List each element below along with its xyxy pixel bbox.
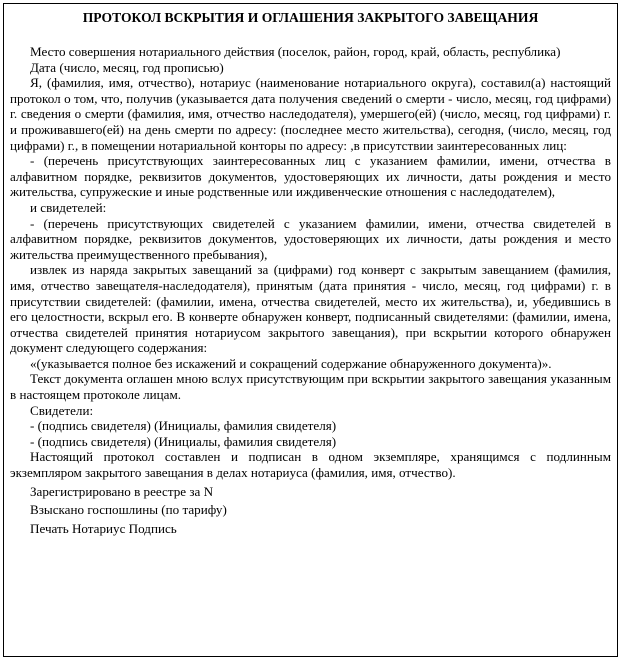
witness-signature-line: - (подпись свидетеля) (Инициалы, фамилия свидетеля): [30, 418, 337, 434]
witnesses-intro-paragraph: и свидетелей:: [30, 199, 107, 215]
seal-signature-line: Печать Нотариус Подпись: [30, 520, 177, 536]
witnesses-list-paragraph: - (перечень присутствующих свидетелей с указанием фамилии, имени, отчества свидетелей в алфавитном порядке, реквизитов документов, удостоверяющих их личности, даты рождения и место жительства преимущественного пребывания),: [10, 215, 611, 262]
envelope-opening-paragraph: извлек из наряда закрытых завещаний за (цифрами) год конверт с закрытым завещанием (фамилия, имя, отчество завещателя-наследодателя), принятым (дата принятия - число, месяц, год цифрами) г. в присутствии свидетелей: (фамилии, имена, отчества свидетелей, место их жительства), и, убедившись в его целостности, вскрыл его. В конверте обнаружен конверт, подписанный свидетелями: (фамилии, имена, отчества свидетелей принятия нотариусом закрытого завещания), при вскрытии которого обнаружен документ следующего содержания:: [10, 262, 611, 356]
witness-signature-line: - (подпись свидетеля) (Инициалы, фамилия свидетеля): [30, 433, 337, 449]
fee-line: Взыскано госпошлины (по тарифу): [30, 502, 227, 518]
notary-statement-paragraph: Я, (фамилия, имя, отчество), нотариус (наименование нотариального округа), составил(а) настоящий протокол о том, что, получив (указывается дата получения сведений о смерти - число, месяц, год цифрами) г. сведения о смерти (фамилия, имя, отчество наследодателя), умершего(ей) (число, месяц, год цифрами) г. и проживавшего(ей) на день смерти по адресу: (последнее место жительства), сегодня, (число, месяц, год цифрами) г., в помещении нотариальной конторы по адресу: ,в присутствии заинтересованных лиц:: [10, 75, 611, 153]
document-frame: [3, 3, 618, 657]
reading-aloud-paragraph: Текст документа оглашен мною вслух присутствующим при вскрытии закрытого завещания указанным в настоящем протоколе лицам.: [10, 371, 611, 403]
document-content-paragraph: «(указывается полное без искажений и сокращений содержание обнаруженного документа)».: [30, 355, 552, 371]
place-paragraph: Место совершения нотариального действия (поселок, район, город, край, область, республика): [30, 44, 561, 59]
witnesses-signatures-heading: Свидетели:: [30, 402, 94, 418]
protocol-copy-paragraph: Настоящий протокол составлен и подписан в одном экземпляре, хранящимся с подлинным экземпляром закрытого завещания в делах нотариуса (фамилия, имя, отчество).: [10, 449, 611, 481]
interested-persons-list-paragraph: - (перечень присутствующих заинтересованных лиц с указанием фамилии, имени, отчества в алфавитном порядке, реквизитов документов, удостоверяющих их личности, даты рождения и место жительства, супружеские и иные родственные или иждивенческие отношения с наследодателем),: [10, 153, 611, 200]
date-paragraph: Дата (число, месяц, год прописью): [30, 59, 224, 75]
document-title: ПРОТОКОЛ ВСКРЫТИЯ И ОГЛАШЕНИЯ ЗАКРЫТОГО ЗАВЕЩАНИЯ: [82, 10, 539, 25]
registry-line: Зарегистрировано в реестре за N: [30, 483, 214, 499]
